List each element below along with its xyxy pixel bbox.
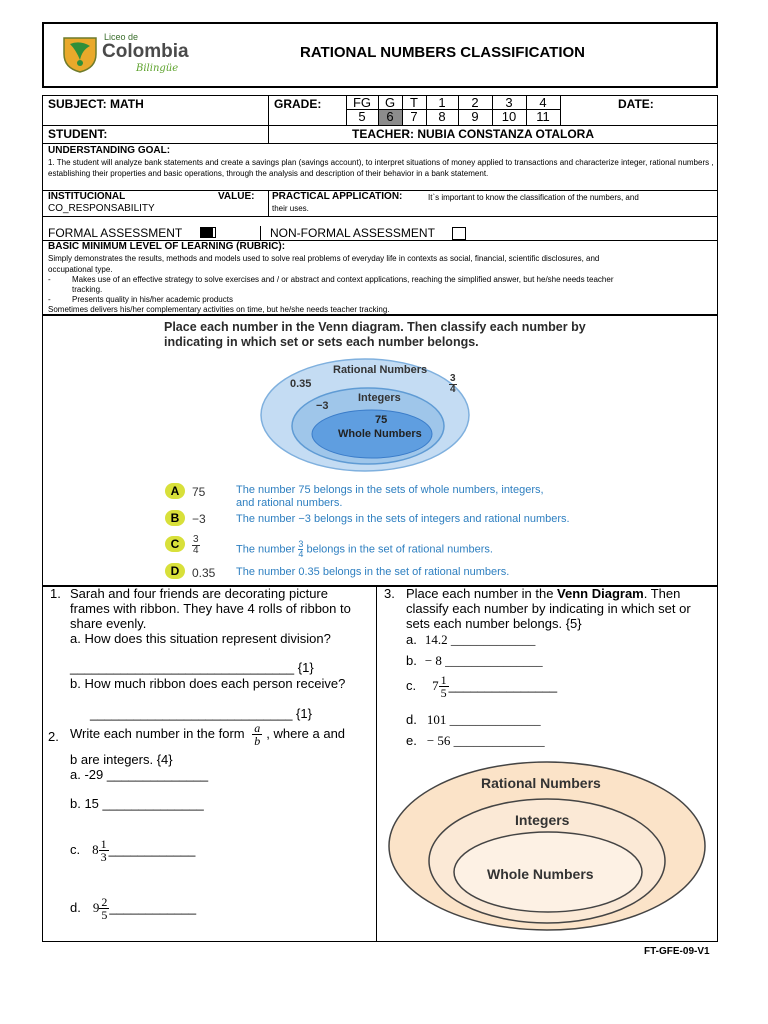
q3-venn-integers-label: Integers	[515, 812, 570, 828]
example-text-a2: and rational numbers.	[236, 497, 343, 509]
q3-line-2: classify each number by indicating in which set or	[406, 601, 691, 616]
q2-line-2: b are integers. {4}	[70, 752, 173, 767]
grade-11: 11	[536, 109, 550, 124]
practical-text-2: their uses.	[272, 204, 309, 213]
grade-10: 10	[501, 109, 517, 124]
date-label: DATE:	[618, 97, 654, 111]
grade-8: 8	[438, 109, 446, 124]
q1-part-a-answer[interactable]: _______________________________ {1}	[70, 660, 314, 675]
example-instruction-2: indicating in which set or sets each number belongs.	[164, 335, 479, 349]
example-venn-whole-label: Whole Numbers	[338, 428, 422, 440]
logo-top: Liceo de	[104, 32, 139, 42]
example-num-a: 75	[192, 485, 206, 499]
example-venn-fraction: 3 4	[450, 373, 456, 395]
form-code: FT-GFE-09-V1	[644, 946, 710, 957]
example-badge-a: A	[165, 483, 185, 499]
subject-label: SUBJECT: MATH	[48, 97, 144, 111]
example-num-b: −3	[192, 512, 206, 526]
example-venn-75: 75	[375, 414, 388, 426]
q1-part-b: b. How much ribbon does each person receive?	[70, 676, 346, 691]
grade-5: 5	[358, 109, 366, 124]
value-text: CO_RESPONSABILITY	[48, 203, 155, 214]
example-instruction-1: Place each number in the Venn diagram. Then classify each number by	[164, 320, 586, 334]
grade-label: GRADE:	[274, 97, 322, 111]
q1-line-2: frames with ribbon. They have 4 rolls of ribbon to	[70, 601, 351, 616]
q3-part-c[interactable]: c. 7 $\frac{1}{5}$ _______________	[406, 673, 558, 700]
example-venn-minus3: −3	[316, 400, 329, 412]
q3-part-b[interactable]: b. − 8 _______________	[406, 653, 543, 668]
student-label: STUDENT:	[48, 127, 108, 141]
q3-part-d[interactable]: d. 101 ______________	[406, 712, 541, 727]
q2-part-c[interactable]: c. 8 $\frac{1}{3}$ ____________	[70, 837, 196, 864]
grade-2: 2	[471, 95, 479, 110]
q2-line-1: Write each number in the form $\frac{a}{b}$ , where a and	[70, 721, 346, 748]
practical-label: PRACTICAL APPLICATION:	[272, 191, 403, 202]
q2-part-d[interactable]: d. 9 $\frac{2}{5}$ ____________	[70, 895, 197, 922]
example-num-c: 3 4	[193, 534, 199, 556]
example-text-a1: The number 75 belongs in the sets of whole numbers, integers,	[236, 484, 544, 496]
practical-text-1: It`s important to know the classification of the numbers, and	[428, 193, 639, 202]
rubric-bullet-1: Makes use of an effective strategy to solve exercises and / or abstract and context applications, reaching the simplified answer, but he/she needs teacher	[72, 275, 614, 284]
goal-text: 1. The student will analyze bank statements and create a savings plan (savings account), to interpret situations of money applied to transactions and characterize integer, rational numbers , establishing their properties and basic operations, through the analysis and description of their behavior in a bank statement.	[48, 158, 714, 178]
grade-6: 6	[386, 109, 394, 124]
grade-9: 9	[471, 109, 479, 124]
example-venn-integers-label: Integers	[358, 392, 401, 404]
example-text-d: The number 0.35 belongs in the set of rational numbers.	[236, 566, 510, 578]
q2-part-a[interactable]: a. -29 ______________	[70, 767, 209, 782]
q3-part-a[interactable]: a. 14.2 _____________	[406, 632, 536, 647]
grade-g: G	[384, 95, 396, 110]
q1-number: 1.	[50, 586, 61, 601]
page-title: RATIONAL NUMBERS CLASSIFICATION	[300, 44, 585, 61]
example-badge-d: D	[165, 563, 185, 579]
q3-line-1: Place each number in the Venn Diagram. Then	[406, 586, 681, 601]
logo-sub: Bilingüe	[136, 63, 179, 74]
nonformal-assessment-checkbox[interactable]	[452, 227, 466, 240]
q1-line-1: Sarah and four friends are decorating picture	[70, 586, 328, 601]
q3-part-e[interactable]: e. − 56 ______________	[406, 733, 545, 748]
goal-label: UNDERSTANDING GOAL:	[48, 145, 171, 156]
teacher-label: TEACHER: NUBIA CONSTANZA OTALORA	[352, 127, 594, 141]
value-label-1: INSTITUCIONAL	[48, 191, 126, 202]
grade-1: 1	[438, 95, 446, 110]
q2-number: 2.	[48, 729, 59, 744]
example-text-c: The number $\frac{3}{4}$ belongs in the set of rational numbers.	[236, 539, 493, 559]
formal-assessment-checkbox[interactable]	[200, 227, 213, 238]
logo-shield-icon	[62, 34, 98, 74]
q1-part-a: a. How does this situation represent division?	[70, 631, 331, 646]
q3-number: 3.	[384, 586, 395, 601]
example-venn-rational-label: Rational Numbers	[333, 364, 428, 376]
q3-venn-rational-label: Rational Numbers	[481, 775, 601, 791]
example-venn-035: 0.35	[290, 378, 312, 390]
grade-t: T	[410, 95, 418, 110]
nonformal-assessment-label: NON-FORMAL ASSESSMENT	[270, 226, 435, 240]
q3-venn-whole-label: Whole Numbers	[487, 866, 594, 882]
q2-part-b[interactable]: b. 15 ______________	[70, 796, 204, 811]
rubric-bullet-2: Presents quality in his/her academic products	[72, 295, 233, 304]
rubric-line-2: occupational type.	[48, 265, 113, 274]
school-logo	[62, 32, 189, 78]
q3-line-3: sets each number belongs. {5}	[406, 616, 582, 631]
value-label-2: VALUE:	[218, 191, 255, 202]
grade-3: 3	[505, 95, 513, 110]
grade-fg: FG	[352, 95, 372, 110]
q1-part-b-answer[interactable]: ____________________________ {1}	[90, 706, 312, 721]
example-badge-b: B	[165, 510, 185, 526]
formal-assessment-label: FORMAL ASSESSMENT	[48, 226, 183, 240]
grade-7: 7	[410, 109, 418, 124]
rubric-line-1: Simply demonstrates the results, methods and models used to solve real problems of everyday life in contexts as social, financial, scientific disclosures, and	[48, 254, 600, 263]
rubric-label: BASIC MINIMUM LEVEL OF LEARNING (RUBRIC):	[48, 241, 286, 252]
example-num-d: 0.35	[192, 566, 216, 580]
rubric-line-3: Sometimes delivers his/her complementary activities on time, but he/she needs teacher tracking.	[48, 305, 390, 314]
rubric-bullet-1b: tracking.	[72, 285, 103, 294]
grade-4: 4	[539, 95, 547, 110]
logo-main: Colombia	[102, 41, 189, 62]
example-badge-c: C	[165, 536, 185, 552]
example-text-b: The number −3 belongs in the sets of integers and rational numbers.	[236, 513, 570, 525]
q1-line-3: share evenly.	[70, 616, 147, 631]
